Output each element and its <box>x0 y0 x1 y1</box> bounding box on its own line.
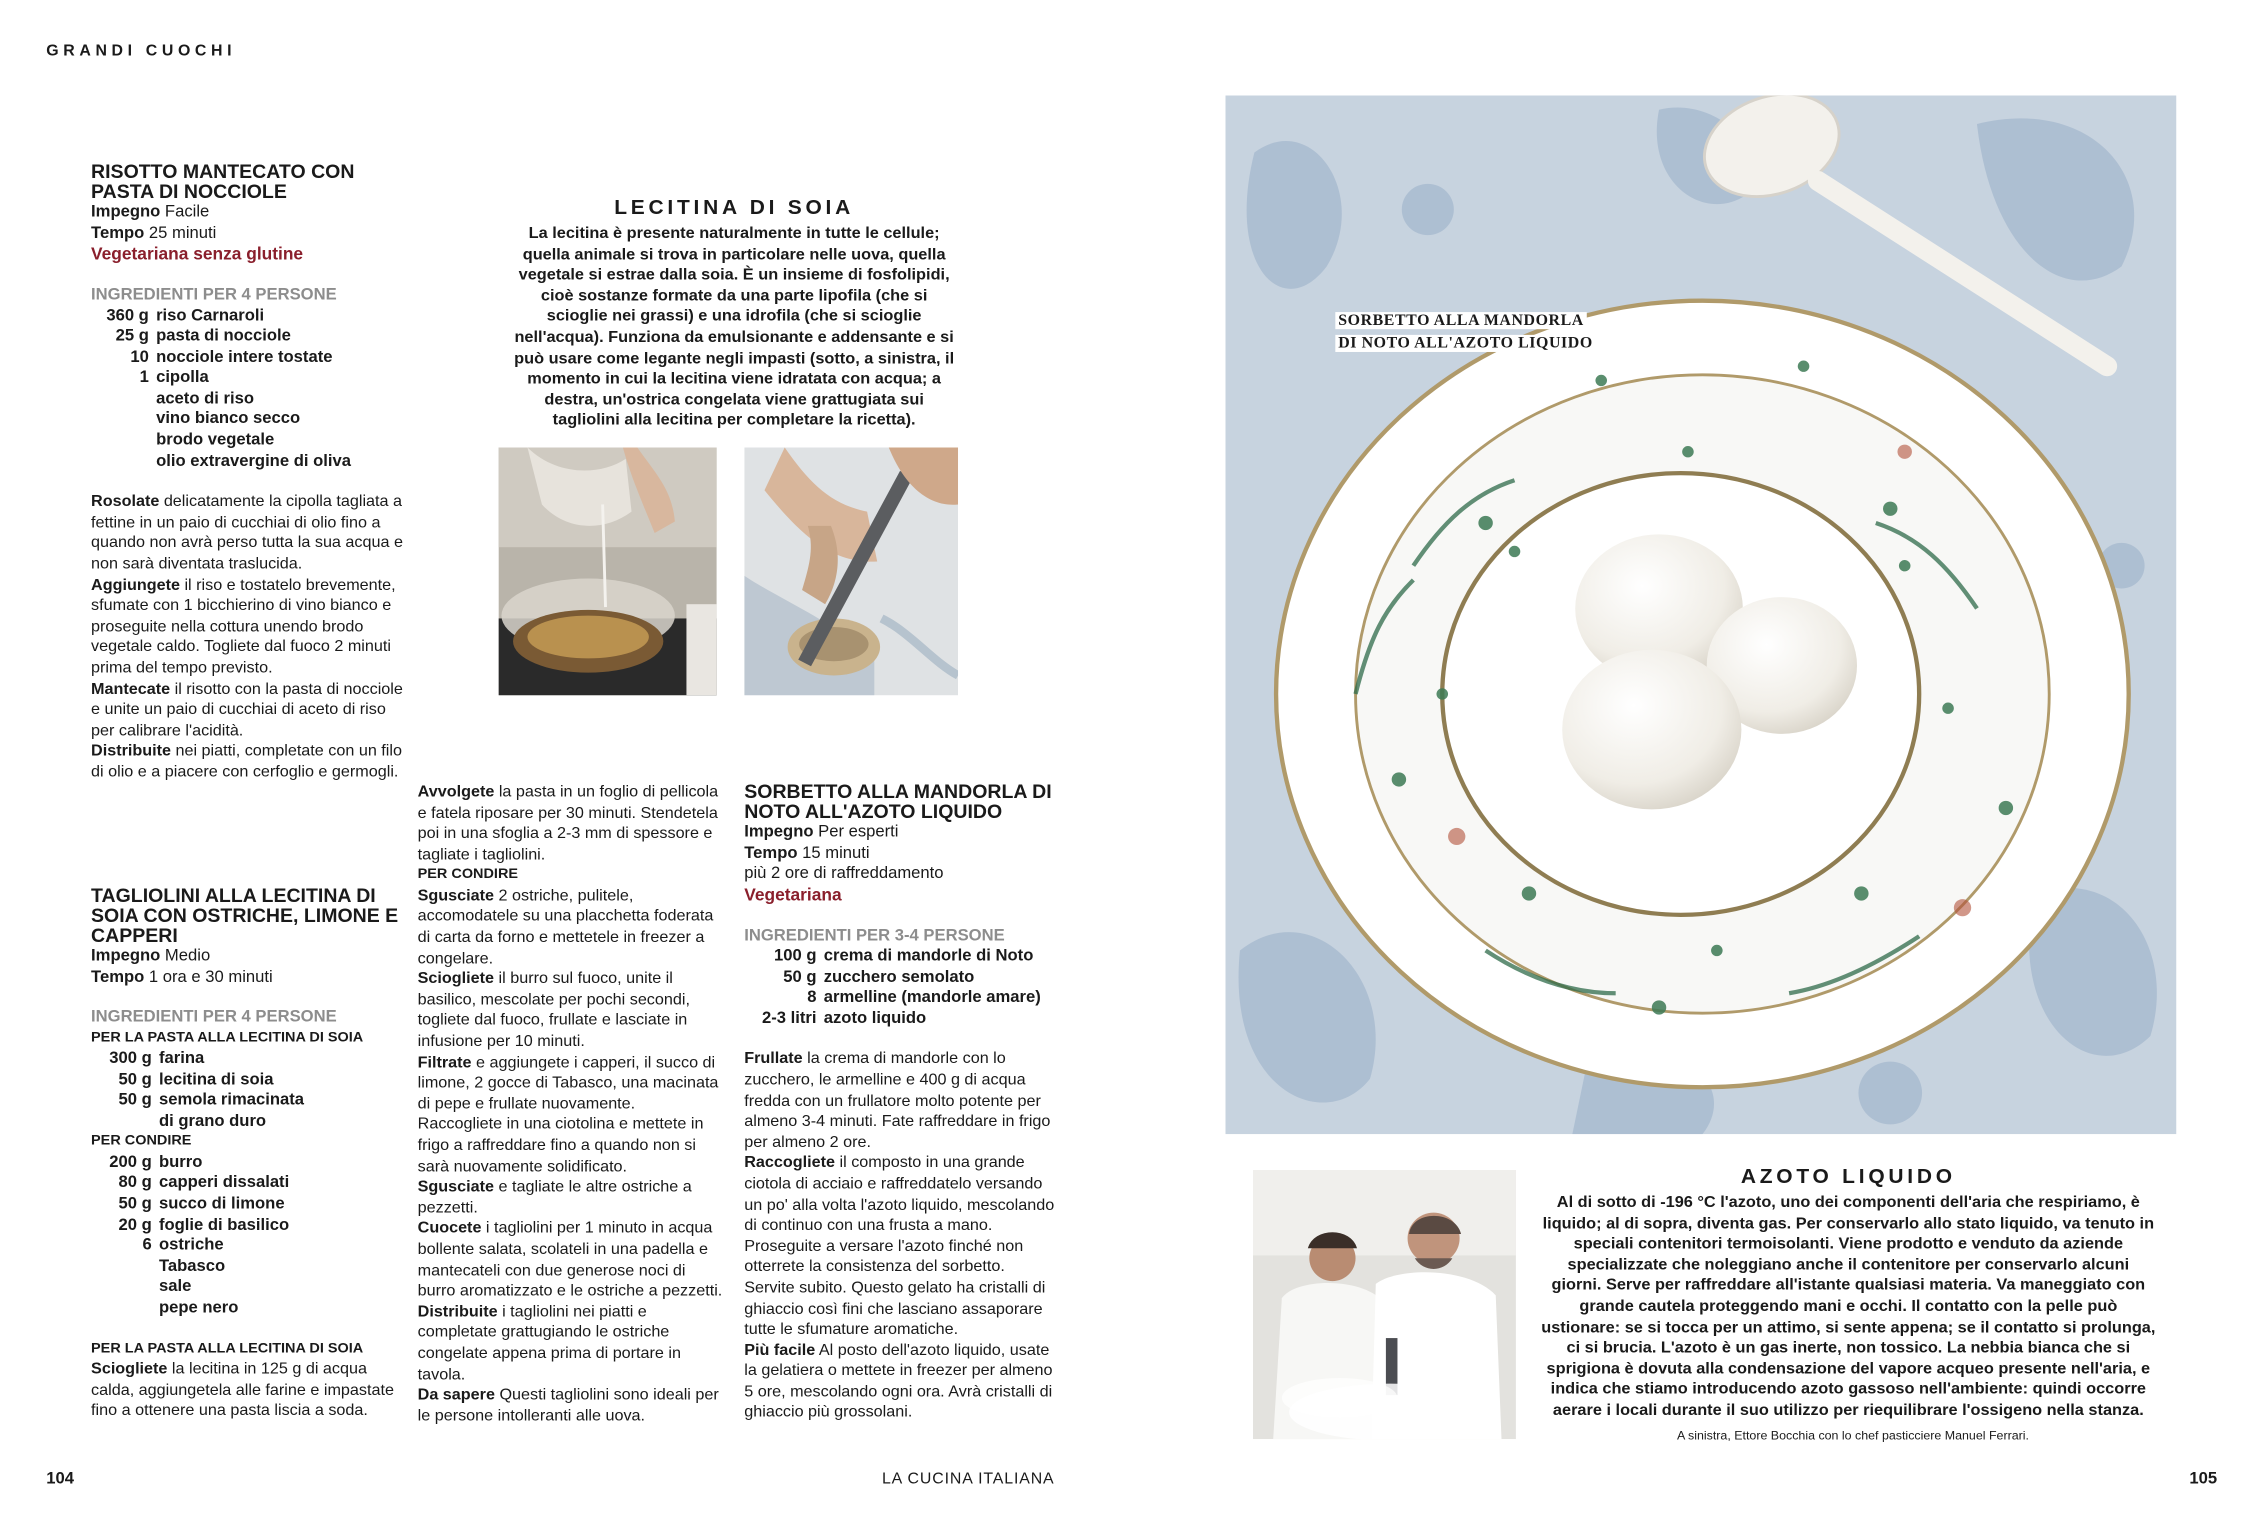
ingredient-quantity: 80 g <box>118 1174 152 1192</box>
ingredient-name: pasta di nocciole <box>156 327 291 345</box>
step-lead: Aggiungete <box>91 576 180 594</box>
recipe-effort: Impegno Per esperti <box>744 823 899 841</box>
photo-chefs-nitrogen <box>1253 1170 1516 1439</box>
step-lead: Mantecate <box>91 680 171 698</box>
recipe-step <box>744 1153 1055 1340</box>
ingredient-row <box>91 430 351 451</box>
ingredient-row <box>744 1009 1041 1030</box>
ingredient-quantity: 200 g <box>109 1154 152 1172</box>
ingredient-name: crema di mandorle di Noto <box>823 947 1034 965</box>
section-tag: GRANDI CUOCHI <box>46 42 237 60</box>
ingredient-row <box>91 1173 289 1194</box>
box-text: Al di sotto di -196 °C l'azoto, uno dei componenti dell'aria che respiriamo, è liquido; al di sopra, diventa gas. Per conservarlo allo stato liquido, va tenuto in speciali contenitori termoisolanti. Viene prodotto e venduto da aziende specializzate che noleggiano anche il contenitore per conservarlo alcuni giorni. Serve per raffreddare all'istante qualsiasi materia. Va maneggiato con grande cautela proteggendo mani e occhi. Il contatto con la pelle può ustionare: se si tocca per un attimo, si sente appena; se il contatto si prolunga, ci si brucia. L'azoto è un gas inerte, non tossico. La nebbia bianca che si sprigiona è dovuta alla condensazione del vapore acqueo presente nell'aria, e indica che stiamo introducendo azoto gassoso nell'ambiente: quindi occorre aerare i locali durante il suo utilizzo per riequilibrare l'ossigeno nella stanza. <box>1541 1194 2156 1420</box>
ingredient-name: azoto liquido <box>823 1010 927 1028</box>
ingredient-name: sale <box>158 1278 192 1296</box>
ingredients-table <box>91 1153 289 1319</box>
ingredient-row <box>91 1298 289 1319</box>
ingredients-heading: INGREDIENTI PER 3-4 PERSONE <box>744 926 1005 945</box>
recipe-title: RISOTTO MANTECATO CON PASTA DI NOCCIOLE <box>91 161 355 203</box>
diet-label: Vegetariana senza glutine <box>91 243 304 264</box>
recipe-tagliolini-continued <box>418 782 724 1427</box>
step-lead: Raccogliete <box>744 1154 836 1172</box>
recipe-step <box>418 886 724 969</box>
azoto-box <box>1541 1166 2157 1422</box>
photo-sorbet-plate <box>1225 95 2176 1134</box>
step-text: delicatamente la cipolla tagliata a fettine in un paio di cucchiai di olio fino a quando non avrà perso tutta la sua acqua e non sarà diventata traslucida. <box>91 493 403 573</box>
step-lead: Filtrate <box>417 1053 472 1072</box>
ingredient-quantity <box>91 410 156 431</box>
ingredients-subheading: PER LA PASTA ALLA LECITINA DI SOIA <box>91 1029 364 1046</box>
recipe-steps <box>418 886 724 1427</box>
ingredient-quantity <box>91 451 156 472</box>
ingredient-quantity <box>91 430 156 451</box>
ingredient-name: aceto di riso <box>156 390 254 408</box>
recipe-risotto <box>91 162 409 783</box>
photo-lecithin-bowl <box>499 447 717 695</box>
photo-caption: A sinistra, Ettore Bocchia con lo chef pasticciere Manuel Ferrari. <box>1676 1427 2029 1443</box>
ingredient-quantity <box>91 1277 159 1298</box>
ingredient-row <box>91 1215 289 1236</box>
ingredient-row <box>744 967 1041 988</box>
ingredient-name: vino bianco secco <box>156 411 301 429</box>
ingredient-name: nocciole intere tostate <box>156 348 333 366</box>
step-text: i tagliolini nei piatti e completate grattugiando le ostriche congelate appena prima di portare in tavola. <box>417 1303 682 1384</box>
recipe-title: TAGLIOLINI ALLA LECITINA DI SOIA CON OSTRICHE, LIMONE E CAPPERI <box>91 884 399 947</box>
recipe-step <box>91 742 409 784</box>
recipe-step <box>418 1219 724 1302</box>
recipe-step <box>744 1049 1055 1153</box>
photo-overlay-title: SORBETTO ALLA MANDORLA DI NOTO ALL'AZOTO LIQUIDO <box>1335 311 1595 355</box>
ingredient-name: semola rimacinata <box>158 1091 305 1109</box>
ingredient-row <box>91 1070 304 1091</box>
ingredient-row <box>744 988 1041 1009</box>
ingredient-quantity: 50 g <box>118 1091 152 1109</box>
step-text: i tagliolini per 1 minuto in acqua bollente salata, scolateli in una padella e mantecateli con due generose noci di burro aromatizzato e le ostriche a pezzetti. <box>417 1220 723 1300</box>
recipe-sorbetto <box>744 782 1055 1423</box>
ingredient-row <box>91 306 351 327</box>
method-subheading: PER LA PASTA ALLA LECITINA DI SOIA <box>91 1340 364 1357</box>
recipe-time-extra: più 2 ore di raffreddamento <box>744 864 944 883</box>
ingredient-quantity: 50 g <box>118 1071 152 1089</box>
ingredient-row <box>91 389 351 410</box>
ingredient-quantity: 2-3 litri <box>762 1010 817 1028</box>
recipe-effort: Impegno Facile <box>91 203 210 221</box>
recipe-tagliolini <box>91 886 402 1422</box>
box-title: LECITINA DI SOIA <box>614 196 855 220</box>
step-lead: Rosolate <box>91 493 160 511</box>
recipe-steps <box>91 492 409 783</box>
step-lead: Più facile <box>744 1341 816 1360</box>
recipe-time: Tempo 15 minuti <box>744 844 870 862</box>
ingredients-table <box>744 946 1041 1029</box>
step-text: il burro sul fuoco, unite il basilico, mescolate per pochi secondi, togliete dal fuoco, frullate e lasciate in infusione per 10 minuti. <box>417 970 690 1051</box>
recipe-step <box>418 1177 724 1219</box>
step-text: Questi tagliolini sono ideali per le persone intolleranti alle uova. <box>417 1386 719 1425</box>
recipe-step <box>418 1302 724 1385</box>
ingredient-quantity <box>91 389 156 410</box>
ingredient-quantity: 1 <box>139 369 149 387</box>
recipe-steps <box>418 782 724 865</box>
ingredient-quantity: 10 <box>130 348 149 366</box>
box-title: AZOTO LIQUIDO <box>1740 1165 1956 1189</box>
step-text: il composto in una grande ciotola di acciaio e raffreddatelo versando un po' alla volta l'azoto liquido, mescolando di continuo con una frusta a mano. Proseguite a versare l'azoto finché non otterrete la consistenza del sorbetto. Servite subito. Questo gelato ha cristalli di ghiaccio così fini che lasciano assaporare tutte le sfumature aromatiche. <box>744 1154 1055 1339</box>
recipe-step: Sciogliete la lecitina in 125 g di acqua calda, aggiungetela alle farine e impastate fino a ottenere una pasta liscia a soda. <box>91 1361 394 1420</box>
ingredient-quantity: 20 g <box>118 1216 152 1234</box>
ingredient-name: ostriche <box>158 1237 224 1255</box>
ingredient-name: riso Carnaroli <box>156 307 265 325</box>
box-text: La lecitina è presente naturalmente in tutte le cellule; quella animale si trova in particolare nelle uova, quella vegetale si estrae dalla soia. È un insieme di fosfolipidi, cioè sostanze formate da una parte lipofila (che si scioglie nei grassi) e una idrofila (che si scioglie nell'acqua). Funziona da emulsionante e addensante e si può usare come legante negli impasti (sotto, a sinistra, il momento in cui la lecitina viene idratata con acqua; a destra, un'ostrica congelata viene grattugiata sui tagliolini alla lecitina per completare la ricetta). <box>514 225 955 430</box>
ingredient-name: burro <box>158 1154 203 1172</box>
step-text: Al posto dell'azoto liquido, usate la gelatiera o mettete in freezer per almeno 5 ore, mescolando ogni ora. Avrà cristalli di ghiaccio più grossolani. <box>744 1341 1053 1422</box>
ingredient-name: lecitina di soia <box>158 1071 274 1089</box>
ingredient-name: foglie di basilico <box>158 1216 290 1234</box>
ingredient-row <box>91 410 351 431</box>
step-lead: Sgusciate <box>417 1178 495 1196</box>
ingredient-row <box>91 1194 289 1215</box>
lecitina-box <box>509 197 960 432</box>
recipe-step <box>91 575 409 679</box>
recipe-time: Tempo 25 minuti <box>91 224 217 242</box>
diet-label: Vegetariana <box>744 884 842 905</box>
recipe-title: SORBETTO ALLA MANDORLA DI NOTO ALL'AZOTO LIQUIDO <box>744 780 1052 823</box>
step-lead: Sciogliete <box>417 970 495 988</box>
recipe-step <box>418 1385 724 1427</box>
step-lead: Distribuite <box>417 1303 498 1321</box>
ingredient-quantity: 300 g <box>109 1050 152 1068</box>
step-lead: Da sapere <box>417 1386 495 1404</box>
ingredient-row <box>744 946 1041 967</box>
ingredient-row <box>91 347 351 368</box>
ingredient-name: farina <box>158 1050 205 1068</box>
recipe-time: Tempo 1 ora e 30 minuti <box>91 968 273 986</box>
ingredients-heading: INGREDIENTI PER 4 PERSONE <box>91 286 337 304</box>
step-lead: Avvolgete <box>417 783 495 801</box>
photo-oyster-grating <box>744 447 958 695</box>
step-lead: Sgusciate <box>417 887 495 905</box>
ingredient-quantity: 8 <box>807 989 817 1007</box>
recipe-step <box>91 679 409 741</box>
ingredient-name: cipolla <box>156 369 209 387</box>
ingredient-row <box>91 451 351 472</box>
ingredients-table <box>91 306 351 472</box>
ingredient-quantity <box>91 1111 159 1132</box>
ingredient-row <box>91 1236 289 1257</box>
ingredient-row <box>91 326 351 347</box>
ingredient-name: succo di limone <box>158 1195 285 1213</box>
ingredient-name: Tabasco <box>158 1258 226 1276</box>
recipe-effort: Impegno Medio <box>91 947 211 965</box>
step-text: la crema di mandorle con lo zucchero, le armelline e 400 g di acqua fredda con un frullatore molto potente per almeno 3-4 minuti. Fate raffreddare in frigo per almeno 2 ore. <box>744 1050 1051 1152</box>
page-number-left: 104 <box>46 1470 74 1488</box>
step-lead: Cuocete <box>417 1220 482 1238</box>
step-text: il riso e tostatelo brevemente, sfumate con 1 bicchierino di vino bianco e proseguite nella cottura unendo brodo vegetale caldo. Togliete dal fuoco 2 minuti prima del tempo previsto. <box>91 576 396 677</box>
step-text: il risotto con la pasta di nocciole e unite un paio di cucchiai di aceto di riso per calibrare l'acidità. <box>91 680 403 740</box>
step-text: nei piatti, completate con un filo di olio e a piacere con cerfoglio e germogli. <box>91 742 402 781</box>
step-lead: Frullate <box>744 1050 803 1068</box>
ingredient-quantity: 50 g <box>783 968 817 986</box>
ingredient-row <box>91 1049 304 1070</box>
recipe-steps <box>744 1049 1055 1423</box>
magazine-name: LA CUCINA ITALIANA <box>881 1470 1055 1488</box>
step-text: e aggiungete i capperi, il succo di limone, 2 gocce di Tabasco, una macinata di pepe e frullate nuovamente. Raccogliete in una ciotolina e mettete in frigo a raffreddare fino a quando non si sarà nuovamente solidificato. <box>417 1053 719 1176</box>
recipe-step <box>418 1053 724 1178</box>
page-number-right: 105 <box>2189 1470 2218 1488</box>
step-text: la pasta in un foglio di pellicola e fatela riposare per 30 minuti. Stendetela poi in una sfoglia a 2-3 mm di spessore e tagliate i tagliolini. <box>417 783 719 864</box>
ingredient-quantity: 25 g <box>115 327 149 345</box>
step-text: 2 ostriche, pulitele, accomodatele su una placchetta foderata di carta da forno e mettetele in freezer a congelare. <box>417 887 714 968</box>
ingredient-row <box>91 1277 289 1298</box>
recipe-step <box>91 492 409 575</box>
ingredient-row <box>91 368 351 389</box>
ingredient-name: pepe nero <box>158 1299 239 1317</box>
ingredient-name: zucchero semolato <box>823 968 975 986</box>
recipe-step <box>418 782 724 865</box>
ingredient-row <box>91 1111 304 1132</box>
ingredient-row <box>91 1090 304 1111</box>
ingredient-quantity: 6 <box>142 1237 152 1255</box>
ingredient-row <box>91 1153 289 1174</box>
ingredient-quantity <box>91 1257 159 1278</box>
method-subheading: PER CONDIRE <box>417 866 519 883</box>
ingredient-quantity: 360 g <box>106 307 149 325</box>
ingredients-heading: INGREDIENTI PER 4 PERSONE <box>91 1008 337 1026</box>
ingredient-name: olio extravergine di oliva <box>156 452 351 470</box>
ingredient-name: capperi dissalati <box>158 1174 290 1192</box>
step-lead: Distribuite <box>91 742 172 761</box>
ingredient-name: di grano duro <box>158 1112 267 1130</box>
ingredients-subheading: PER CONDIRE <box>91 1133 192 1150</box>
step-text: e tagliate le altre ostriche a pezzetti. <box>417 1178 692 1217</box>
recipe-step <box>418 969 724 1052</box>
ingredient-name: armelline (mandorle amare) <box>823 989 1041 1007</box>
ingredients-table <box>91 1049 304 1132</box>
recipe-step <box>744 1340 1055 1423</box>
ingredient-quantity: 50 g <box>118 1195 152 1213</box>
ingredient-quantity: 100 g <box>773 947 817 965</box>
ingredient-row <box>91 1257 289 1278</box>
ingredient-name: brodo vegetale <box>156 431 275 449</box>
ingredient-quantity <box>91 1298 159 1319</box>
